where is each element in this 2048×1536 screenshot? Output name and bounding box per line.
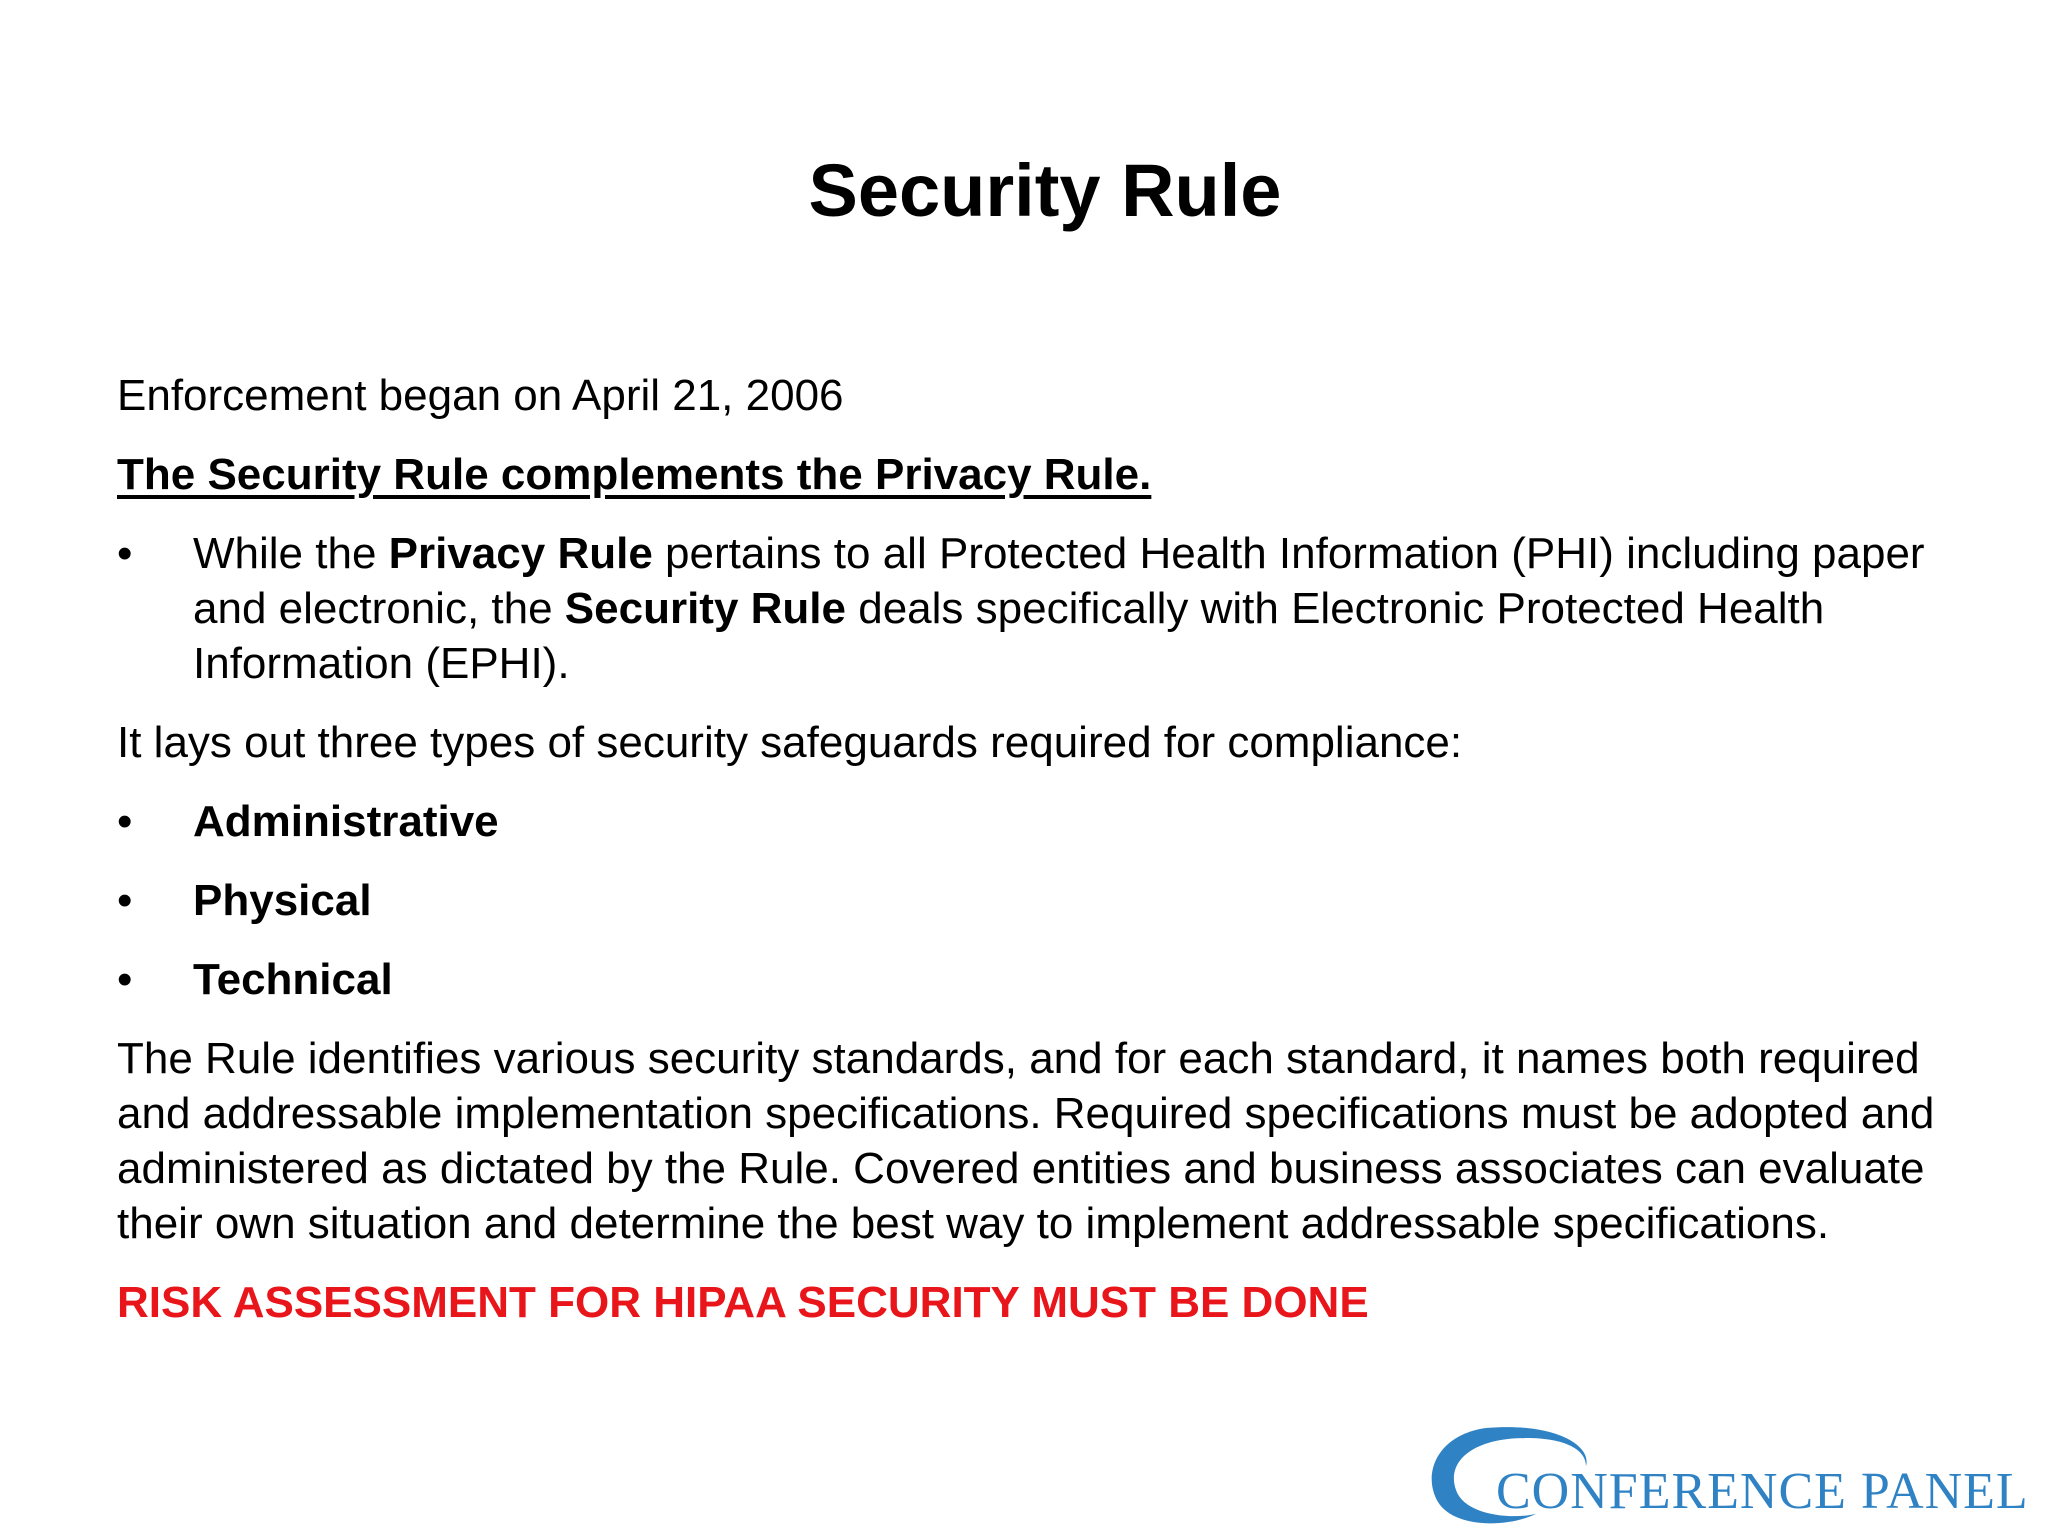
- bullet-dot: •: [117, 797, 133, 846]
- privacy-rule-term: Privacy Rule: [388, 529, 653, 578]
- complements-heading: The Security Rule complements the Privacy Rule.: [117, 450, 1152, 499]
- slide-content: [117, 368, 1947, 1330]
- standards-paragraph: The Rule identifies various security standards, and for each standard, it names both required and addressable implementation specifications. Required specifications must be adopted and administered as dictated by the Rule. Covered entities and business associates can evaluate their own situation and determine the best way to implement addressable specifications.: [117, 1034, 1935, 1248]
- bullet-privacy-part2: pertains to all Protected Health Information (PHI) including paper and electronic, the: [193, 529, 1925, 633]
- bullet-privacy-text: [193, 529, 1925, 688]
- bullet-dot: •: [117, 529, 133, 578]
- security-rule-term: Security Rule: [564, 584, 847, 633]
- bullet-privacy-part3: deals specifically with Electronic Protected Health Information (EPHI).: [193, 584, 1825, 688]
- logo-wordmark: CONFERENCE PANEL: [1496, 1463, 2029, 1520]
- safeguard-label: Administrative: [193, 797, 499, 846]
- safeguard-item-technical: [117, 952, 1947, 1007]
- bullet-dot: •: [117, 876, 133, 925]
- risk-assessment-warning: RISK ASSESSMENT FOR HIPAA SECURITY MUST BE DONE: [117, 1278, 1369, 1327]
- safeguard-item-physical: [117, 873, 1947, 928]
- enforcement-date-text: Enforcement began on April 21, 2006: [117, 371, 844, 420]
- slide-title: Security Rule: [808, 149, 1282, 232]
- safeguards-intro-text: It lays out three types of security safeguards required for compliance:: [117, 718, 1463, 767]
- safeguard-label: Physical: [193, 876, 372, 925]
- safeguard-item-administrative: [117, 794, 1947, 849]
- bullet-privacy-part1: While the: [193, 529, 389, 578]
- conference-panel-logo: [1416, 1410, 2036, 1530]
- safeguard-label: Technical: [193, 955, 393, 1004]
- bullet-dot: •: [117, 955, 133, 1004]
- bullet-privacy-vs-security: [117, 526, 1947, 691]
